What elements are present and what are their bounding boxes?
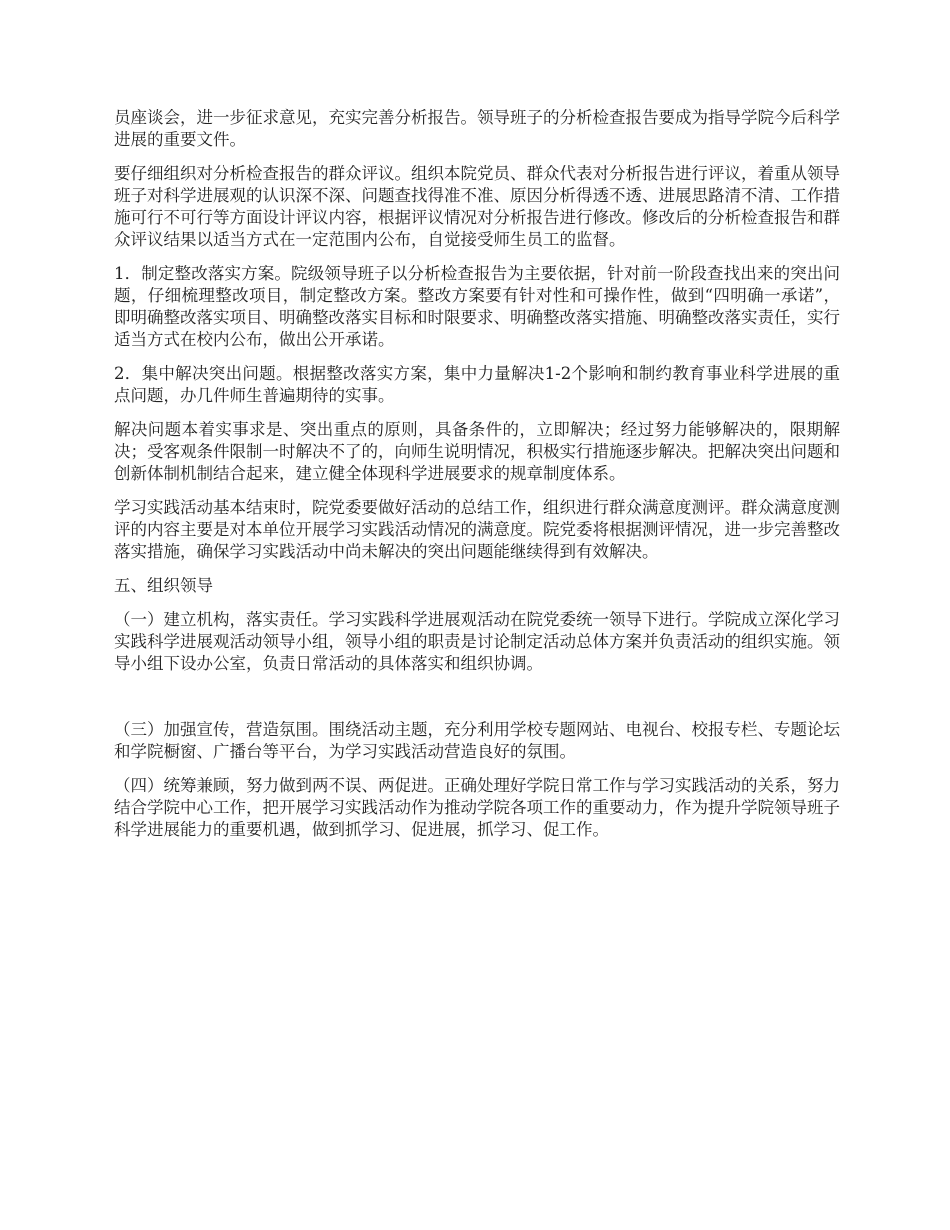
paragraph-problem-principles: 解决问题本着实事求是、突出重点的原则，具备条件的，立即解决；经过努力能够解决的，限期解决；受客观条件限制一时解决不了的，向师生说明情况，积极实行措施逐步解决。把解决突出问题和创新体制机制结合起来，建立健全体现科学进展要求的规章制度体系。 — [114, 420, 840, 483]
paragraph-publicity: （三）加强宣传，营造氛围。围绕活动主题，充分利用学校专题网站、电视台、校报专栏、专题论坛和学院橱窗、广播台等平台，为学习实践活动营造良好的氛围。 — [114, 720, 840, 761]
paragraph-activity-summary: 学习实践活动基本结束时，院党委要做好活动的总结工作，组织进行群众满意度测评。群众满意度测评的内容主要是对本单位开展学习实践活动情况的满意度。院党委将根据测评情况，进一步完善整改落实措施，确保学习实践活动中尚未解决的突出问题能继续得到有效解决。 — [114, 498, 840, 561]
paragraph-rectification-plan: 1．制定整改落实方案。院级领导班子以分析检查报告为主要依据，针对前一阶段查找出来的突出问题，仔细梳理整改项目，制定整改方案。整改方案要有针对性和可操作性，做到“四明确一承诺”，即明确整改落实项目、明确整改落实目标和时限要求、明确整改落实措施、明确整改落实责任，实行适当方式在校内公布，做出公开承诺。 — [114, 264, 840, 349]
paragraph-overall-planning: （四）统筹兼顾，努力做到两不误、两促进。正确处理好学院日常工作与学习实践活动的关系，努力结合学院中心工作，把开展学习实践活动作为推动学院各项工作的重要动力，作为提升学院领导班子科学进展能力的重要机遇，做到抓学习、促进展，抓学习、促工作。 — [114, 776, 840, 839]
document-page — [114, 107, 840, 853]
section-heading-organization: 五、组织领导 — [114, 576, 213, 595]
paragraph-establish-organization: （一）建立机构，落实责任。学习实践科学进展观活动在院党委统一领导下进行。学院成立深化学习实践科学进展观活动领导小组，领导小组的职责是讨论制定活动总体方案并负责活动的组织实施。领导小组下设办公室，负责日常活动的具体落实和组织协调。 — [114, 610, 840, 673]
paragraph-report-revision: 员座谈会，进一步征求意见，充实完善分析报告。领导班子的分析检查报告要成为指导学院今后科学进展的重要文件。 — [114, 108, 840, 149]
paragraph-public-review: 要仔细组织对分析检查报告的群众评议。组织本院党员、群众代表对分析报告进行评议，着重从领导班子对科学进展观的认识深不深、问题查找得准不准、原因分析得透不透、进展思路清不清、工作措施可行不可行等方面设计评议内容，根据评议情况对分析报告进行修改。修改后的分析检查报告和群众评议结果以适当方式在一定范围内公布，自觉接受师生员工的监督。 — [114, 164, 840, 249]
paragraph-solve-problems: 2．集中解决突出问题。根据整改落实方案，集中力量解决1-2个影响和制约教育事业科学进展的重点问题，办几件师生普遍期待的实事。 — [114, 364, 840, 405]
